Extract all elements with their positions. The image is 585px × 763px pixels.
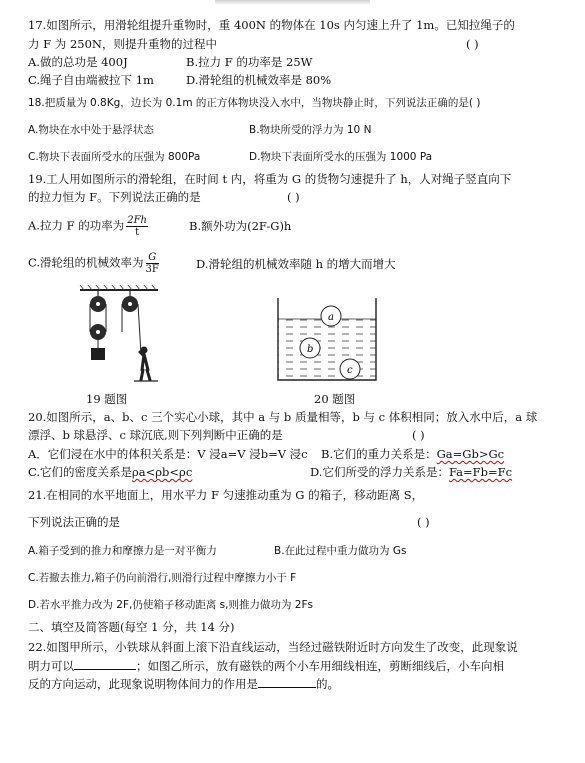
fraction-numerator: 2Fh	[127, 215, 147, 226]
q17-stem-line1: 17.如图所示，用滑轮组提升重物时，重 400N 的物体在 10s 内匀速上升了 1m。已知拉绳子的	[28, 18, 515, 32]
q22-line3-pre: 反的方向运动，此现象说明物体间力的作用是	[28, 677, 258, 691]
q19-stem-line2: 的拉力恒为 F。下列说法正确的是	[28, 190, 201, 204]
q20-stem-line1: 20.如图所示，a、b、c 三个实心小球，其中 a 与 b 质量相等，b 与 c 体积相同；放入水中后，a 球	[28, 410, 538, 424]
q19-option-a	[28, 215, 150, 238]
q18-option-a: A.物块在水中处于悬浮状态	[28, 124, 154, 136]
q22-stem-line1: 22.如图甲所示，小铁球从斜面上滚下沿直线运动，当经过磁铁附近时方向发生了改变，此现象说	[28, 640, 518, 654]
q18-option-d: D.物块下表面所受水的压强为 1000 Pa	[249, 151, 433, 163]
scan-shadow	[215, 0, 370, 5]
q17-option-b: B.拉力 F 的功率是 25W	[186, 55, 313, 69]
q19-option-c-text: C.滑轮组的机械效率为	[28, 255, 144, 270]
q21-option-c: C.若撤去推力,箱子仍向前滑行,则滑行过程中摩擦力小于 F	[28, 572, 297, 584]
q21-option-b: B.在此过程中重力做功为 Gs	[274, 545, 407, 557]
fill-blank-2[interactable]	[258, 676, 316, 688]
q20-option-a: A．它们浸在水中的体积关系是：V 浸a=V 浸b=V 浸c	[28, 447, 308, 461]
q20-option-c-text: C.它们的密度关系是	[28, 465, 133, 479]
q17-option-a: A.做的总功是 400J	[28, 55, 128, 69]
q20-option-b-relation: Ga=Gb>Gc	[436, 447, 505, 461]
q19-answer-paren: ( )	[287, 190, 300, 204]
q20-option-b	[321, 447, 504, 462]
q17-option-d: D.滑轮组的机械效率是 80%	[186, 73, 332, 87]
fill-blank-1[interactable]	[74, 658, 136, 670]
q19-option-a-text: A.拉力 F 的功率为	[28, 218, 125, 233]
ball-b-label: b	[307, 344, 314, 355]
q19-option-b: B.额外功为(2F-G)h	[189, 219, 292, 233]
pulley-figure	[78, 284, 162, 384]
q22-line3-post: 的。	[316, 677, 339, 691]
q20-answer-paren: ( )	[412, 428, 425, 442]
q22-stem-line2	[28, 658, 504, 674]
efficiency-fraction	[146, 252, 159, 275]
q20-stem-line2: 漂浮、b 球悬浮、c 球沉底,则下列判断中正确的是	[28, 428, 283, 442]
figure-19-caption: 19 题图	[86, 392, 128, 406]
q19-stem-line1: 19.工人用如图所示的滑轮组，在时间 t 内，将重为 G 的货物匀速提升了 h，人对绳子竖直向下	[28, 172, 512, 186]
q18-option-b: B.物块所受的浮力为 10 N	[249, 124, 372, 136]
ball-c-label: c	[347, 365, 353, 376]
q21-stem-line1: 21.在相同的水平地面上，用水平力 F 匀速推动重为 G 的箱子，移动距离 S，	[28, 488, 424, 502]
q20-option-b-text: B.它们的重力关系是：	[321, 447, 437, 461]
q21-answer-paren: ( )	[417, 515, 430, 529]
q20-option-c-relation: ρa<ρb<ρc	[132, 465, 193, 479]
q22-stem-line3	[28, 676, 339, 692]
fraction-denominator: 3F	[145, 264, 159, 275]
q21-option-a: A.箱子受到的推力和摩擦力是一对平衡力	[28, 545, 217, 557]
power-fraction	[126, 215, 148, 238]
ball-a-label: a	[328, 312, 334, 323]
q21-option-d: D.若水平推力改为 2F,仍使箱子移动距离 s,则推力做功为 2Fs	[28, 599, 313, 611]
fraction-denominator: t	[135, 227, 140, 238]
q22-line2-pre: 明力可以	[28, 659, 74, 673]
section-2-title: 二、填空及简答题(每空 1 分，共 14 分)	[28, 620, 235, 634]
q17-answer-paren: ( )	[466, 37, 479, 51]
q20-option-d-relation: Fa=Fb=Fc	[448, 465, 513, 479]
beaker-figure	[270, 296, 384, 382]
fraction-numerator: G	[146, 252, 159, 264]
q18-option-c: C.物块下表面所受水的压强为 800Pa	[28, 151, 201, 163]
q17-option-c: C.绳子自由端被拉下 1m	[28, 73, 154, 87]
q19-option-d: D.滑轮组的机械效率随 h 的增大而增大	[196, 257, 396, 271]
q22-line2-post: ；如图乙所示，放有磁铁的两个小车用细线相连，剪断细线后，小车向相	[136, 659, 504, 673]
q20-option-c	[28, 465, 192, 480]
q17-stem-line2: 力 F 为 250N，则提升重物的过程中	[28, 37, 217, 51]
q19-option-c	[28, 252, 161, 275]
q21-stem-line2: 下列说法正确的是	[28, 515, 120, 529]
q18-stem: 18.把质量为 0.8Kg，边长为 0.1m 的正方体物块没入水中，当物块静止时，下列说法正确的是( )	[28, 97, 481, 109]
figure-20-caption: 20 题图	[314, 392, 356, 406]
q20-option-d-text: D.它们所受的浮力关系是：	[310, 465, 449, 479]
q20-option-d	[310, 465, 512, 480]
